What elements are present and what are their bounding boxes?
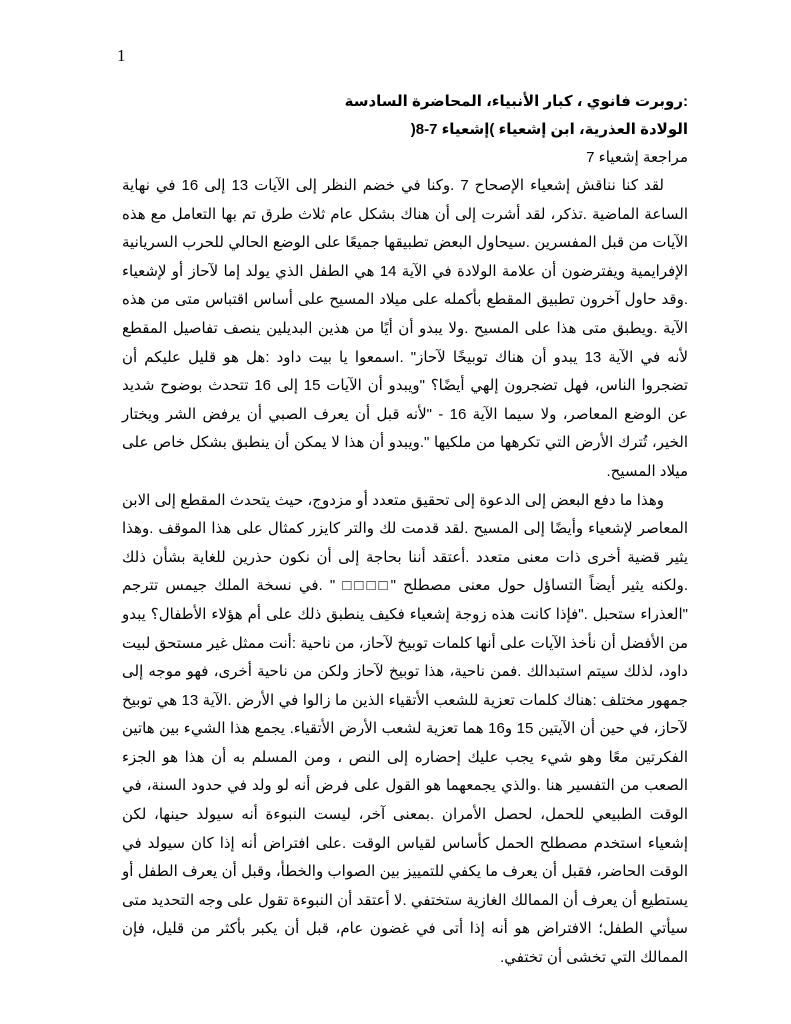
- document-title: :روبرت فانوي ، كبار الأنبياء، المحاضرة السادسة: [344, 93, 688, 110]
- document-subtitle: الولادة العذرية، ابن إشعياء )إشعياء 7-8(: [410, 121, 688, 138]
- page-number: 1: [117, 46, 126, 65]
- document-body: [122, 88, 688, 973]
- paragraph-2: وهذا ما دفع البعض إلى الدعوة إلى تحقيق متعدد أو مزدوج، حيث يتحدث المقطع إلى الابن المعاصر لإشعياء وأيضًا إلى المسيح .لقد قدمت لك والتر كايزر كمثال على هذا الموقف .وهذا يثير قضية أخرى ذات معنى متعدد .أعتقد أننا بحاجة إلى أن نكون حذرين للغاية بشأن ذلك .ولكنه يثير أيضاً التساؤل حول معنى مصطلح "□□□□ " .في نسخة الملك جيمس تترجم "العذراء ستحبل ."فإذا كانت هذه زوجة إشعياء فكيف ينطبق ذلك على أم هؤلاء الأطفال؟ يبدو من الأفضل أن نأخذ الآيات على أنها كلمات توبيخ لآحاز، من ناحية :أنت ممثل غير مستحق لبيت داود، لذلك سيتم استبدالك .فمن ناحية، هذا توبيخ لآحاز ولكن من ناحية أخرى، فهو موجه إلى جمهور مختلف :هناك كلمات تعزية للشعب الأتقياء الذين ما زالوا في الأرض .الآية 13 هي توبيخ لآحاز، في حين أن الآيتين 15 و16 هما تعزية لشعب الأرض الأتقياء. يجمع هذا الشيء بين هاتين الفكرتين معًا وهو شيء يجب عليك إحضاره إلى النص ، ومن المسلم به أن هذا هو الجزء الصعب من التفسير هنا .والذي يجمعهما هو القول على فرض أنه لو ولد في حدود السنة، في الوقت الطبيعي للحمل، لحصل الأمران .بمعنى آخر، ليست النبوءة أنه سيولد حينها، لكن إشعياء استخدم مصطلح الحمل كأساس لقياس الوقت .على افتراض أنه إذا كان سيولد في الوقت الحاضر، فقبل أن يعرف ما يكفي للتمييز بين الصواب والخطأ، وقبل أن يعرف الطفل أو يستطيع أن يعرف أن الممالك الغازية ستختفي .لا أعتقد أن النبوءة تقول على وجه التحديد متى سيأتي الطفل؛ الافتراض هو أنه إذا أتى في غضون عام، قبل أن يكبر بأكثر من قليل، فإن الممالك التي تخشى أن تختفي.: [122, 491, 688, 967]
- section-heading: مراجعة إشعياء 7: [586, 149, 688, 166]
- paragraph-1: لقد كنا نناقش إشعياء الإصحاح 7 .وكنا في خضم النظر إلى الآيات 13 إلى 16 في نهاية الساعة الماضية .تذكر، لقد أشرت إلى أن هناك بشكل عام ثلاث طرق تم بها التعامل مع هذه الآيات من قبل المفسرين .سيحاول البعض تطبيقها جميعًا على الوضع الحالي للحرب السريانية الإفرايمية ويفترضون أن علامة الولادة في الآية 14 هي الطفل الذي يولد إما لآحاز أو لإشعياء .وقد حاول آخرون تطبيق المقطع بأكمله على ميلاد المسيح على أساس اقتباس متى من هذه الآية .ويطبق متى هذا على المسيح .ولا يبدو أن أيًا من هذين البديلين ينصف تفاصيل المقطع لأنه في الآية 13 يبدو أن هناك توبيخًا لآحاز" .اسمعوا يا بيت داود :هل هو قليل عليكم أن تضجروا الناس، فهل تضجرون إلهي أيضًا؟ "ويبدو أن الآيات 15 إلى 16 تتحدث بوضوح شديد عن الوضع المعاصر، ولا سيما الآية 16 - "لأنه قبل أن يعرف الصبي أن يرفض الشر ويختار الخير، تُترك الأرض التي تكرهها من ملكيها ".ويبدو أن هذا لا يمكن أن ينطبق بشكل خاص على ميلاد المسيح.: [122, 177, 689, 480]
